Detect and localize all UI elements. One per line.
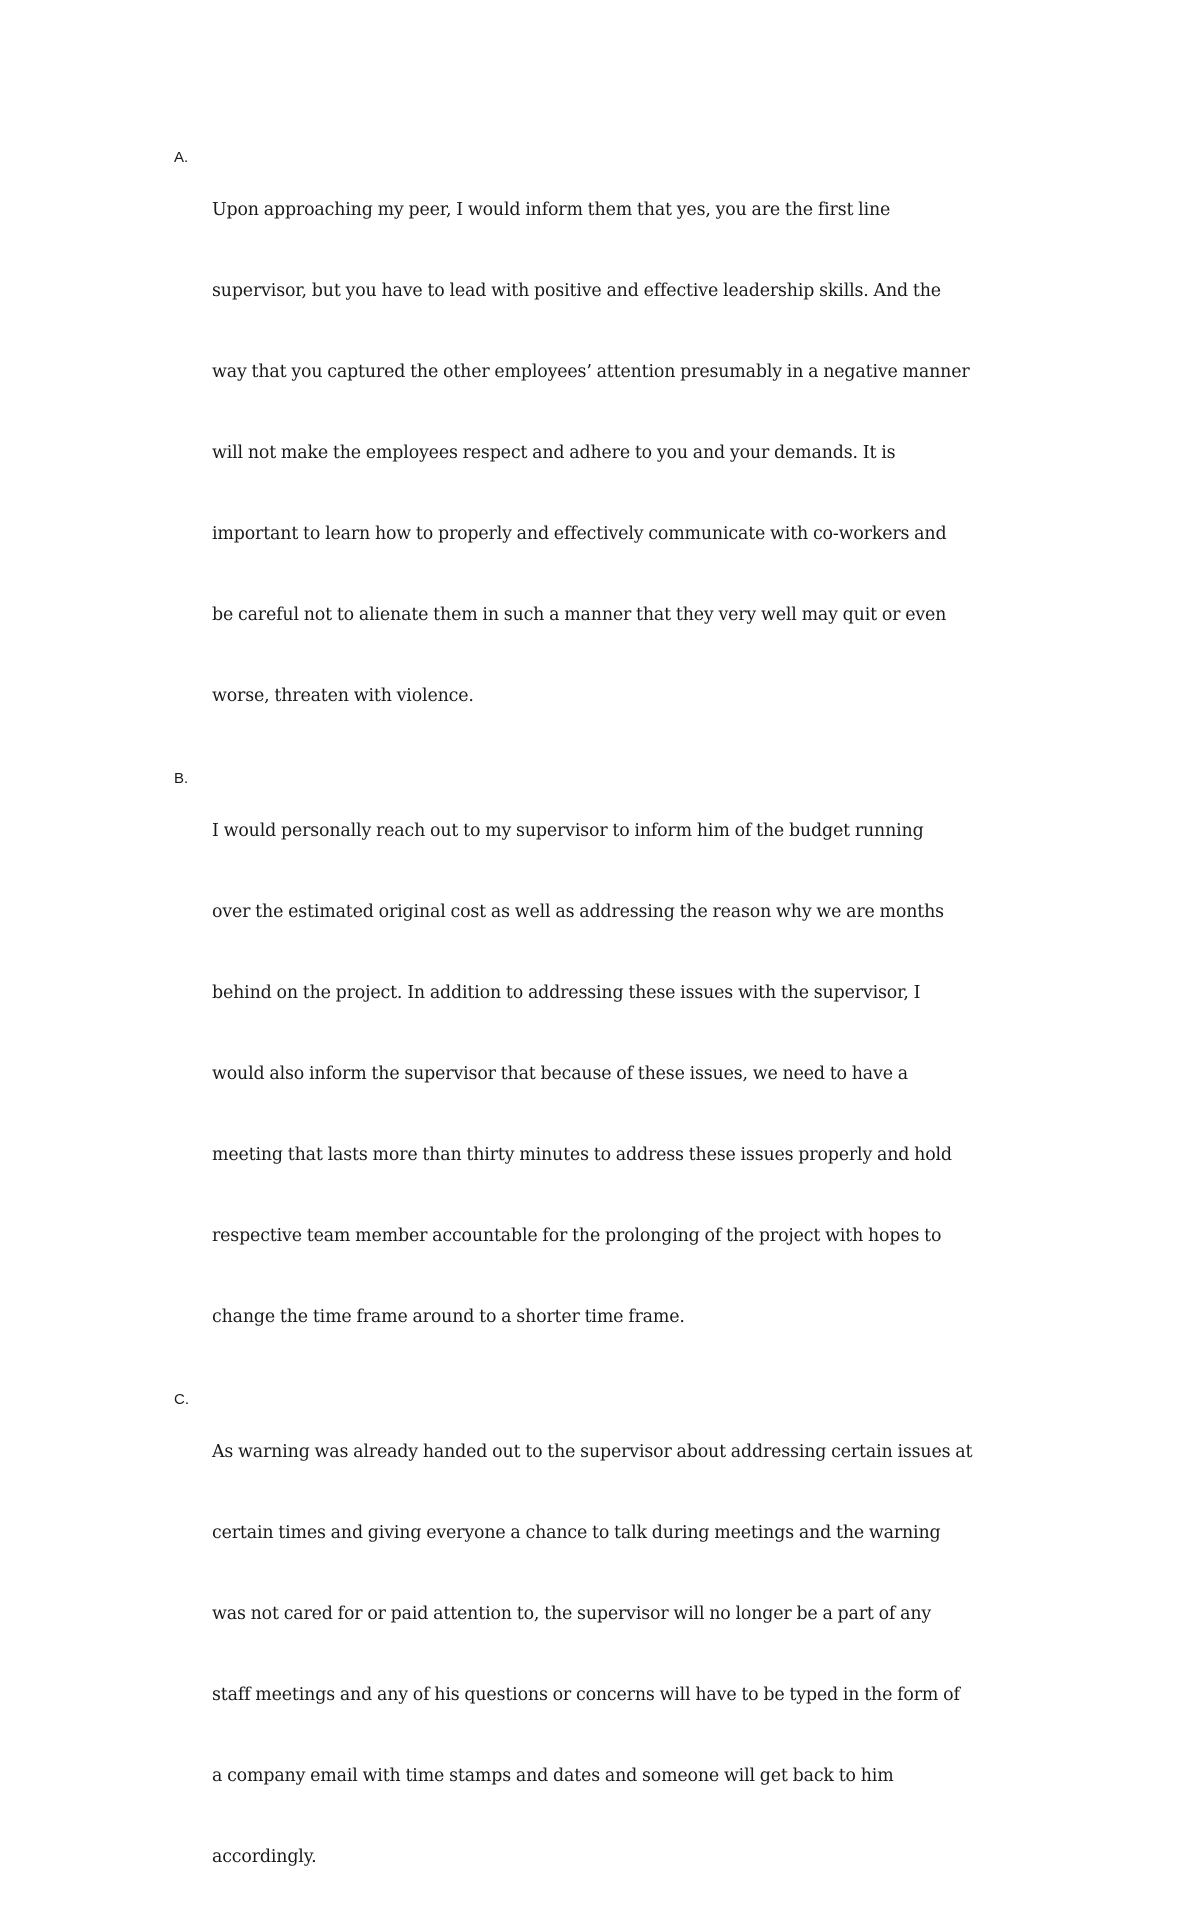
text-line: behind on the project. In addition to addressing these issues with the supervisor, I xyxy=(212,983,921,1003)
text-line: I would personally reach out to my supervisor to inform him of the budget running xyxy=(212,821,924,841)
text-line: Upon approaching my peer, I would inform them that yes, you are the first line xyxy=(212,200,891,220)
text-line: be careful not to alienate them in such a manner that they very well may quit or even xyxy=(212,605,947,625)
text-line: way that you captured the other employees’ attention presumably in a negative manner xyxy=(212,362,970,382)
text-line: will not make the employees respect and adhere to you and your demands. It is xyxy=(212,443,896,463)
answer-paragraph-b xyxy=(212,764,1074,1385)
item-marker: B. xyxy=(174,770,189,787)
text-line: accordingly. xyxy=(212,1847,317,1867)
answer-list xyxy=(174,143,1074,1925)
text-line: over the estimated original cost as well as addressing the reason why we are months xyxy=(212,902,944,922)
text-line: was not cared for or paid attention to, the supervisor will no longer be a part of any xyxy=(212,1604,932,1624)
item-marker: C. xyxy=(174,1391,189,1408)
answer-item-b xyxy=(174,764,1074,1385)
text-line: worse, threaten with violence. xyxy=(212,686,474,706)
text-line: meeting that lasts more than thirty minutes to address these issues properly and hold xyxy=(212,1145,952,1165)
text-line: would also inform the supervisor that because of these issues, we need to have a xyxy=(212,1064,908,1084)
item-marker: A. xyxy=(174,149,189,166)
text-line: important to learn how to properly and effectively communicate with co-workers and xyxy=(212,524,947,544)
answer-item-a xyxy=(174,143,1074,764)
text-line: a company email with time stamps and dates and someone will get back to him xyxy=(212,1766,894,1786)
text-line: certain times and giving everyone a chance to talk during meetings and the warning xyxy=(212,1523,941,1543)
text-line: supervisor, but you have to lead with positive and effective leadership skills. And the xyxy=(212,281,941,301)
text-line: change the time frame around to a shorter time frame. xyxy=(212,1307,685,1327)
answer-paragraph-a xyxy=(212,143,1074,764)
answer-item-c xyxy=(174,1385,1074,1925)
text-line: staff meetings and any of his questions or concerns will have to be typed in the form of xyxy=(212,1685,960,1705)
answer-paragraph-c xyxy=(212,1385,1074,1925)
text-line: respective team member accountable for the prolonging of the project with hopes to xyxy=(212,1226,942,1246)
text-line: As warning was already handed out to the supervisor about addressing certain issues at xyxy=(212,1442,973,1462)
